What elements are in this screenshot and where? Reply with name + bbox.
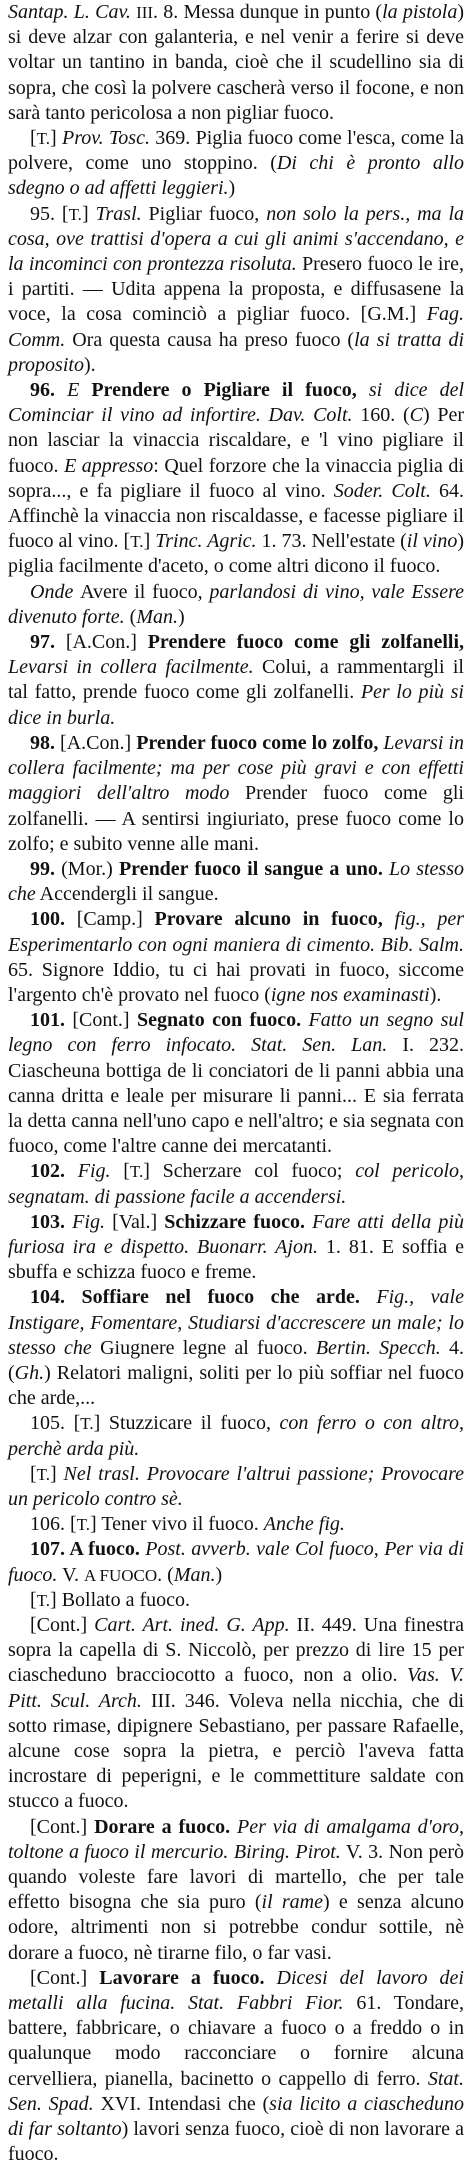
- entry-text-segment: Santap. L. Cav.: [8, 1, 137, 23]
- entry-text-segment: [A.Con.]: [65, 631, 148, 654]
- entry-text-segment: ] Bollato a fuoco.: [50, 1588, 191, 1611]
- entry-text-segment: [: [30, 1462, 37, 1485]
- entry-text-segment: 104.: [30, 1286, 82, 1309]
- entry-text-segment: 98.: [30, 731, 61, 754]
- entry-text-segment: 102.: [30, 1160, 78, 1183]
- entry-text-segment: ).: [83, 353, 96, 376]
- entry-text-segment: Ora questa causa ha preso fuoco (: [65, 328, 355, 351]
- entry-text-segment: T.: [36, 129, 51, 149]
- entry-text-segment: 106. [: [30, 1513, 77, 1536]
- entry-text-segment: ]: [50, 127, 63, 150]
- entry-text-segment: ] Stuzzicare il fuoco,: [93, 1412, 280, 1435]
- entry-text-segment: non solo la pers., ma la cosa, ove trattisi d'opera a cui gli animi s'accendano, e la incominci con prontezza risoluta.: [8, 202, 464, 276]
- entry-text-segment: . (: [157, 1563, 174, 1586]
- entry-paragraph: [8, 1613, 464, 1815]
- entry-paragraph: [8, 1966, 464, 2167]
- entry-text-segment: Nel trasl.: [63, 1462, 140, 1485]
- entry-text-segment: Lo stesso che: [8, 857, 464, 906]
- entry-text-segment: XVI. Intendasi che (: [93, 2092, 270, 2115]
- entry-paragraph: [8, 630, 464, 731]
- entry-paragraph: [8, 1462, 464, 1512]
- entry-text-segment: Prendere fuoco come gli zolfanelli,: [147, 631, 465, 654]
- entry-paragraph: [8, 1815, 464, 1966]
- entry-text-segment: Provare alcuno in fuoco,: [154, 908, 395, 931]
- entry-text-segment: Fig.: [77, 1160, 111, 1183]
- entry-text-segment: la si tratta di proposito: [8, 328, 465, 376]
- entry-text-segment: 100.: [30, 908, 77, 931]
- entry-text-segment: Gh.: [14, 1361, 45, 1384]
- entry-text-segment: [A.Con.]: [60, 731, 137, 754]
- entry-text-segment: Accendergli il sangue.: [35, 883, 219, 906]
- entry-text-segment: Avere il fuoco,: [80, 580, 210, 603]
- entry-text-segment: Levarsi in collera facilmente.: [8, 656, 254, 679]
- entry-text-segment: T.: [36, 1464, 51, 1484]
- entry-paragraph: [8, 1588, 464, 1613]
- entry-text-segment: Vas. V. Pitt. Scul. Arch.: [8, 1664, 464, 1712]
- entry-text-segment: Man.: [173, 1563, 216, 1586]
- entry-text-segment: Per lo più si dice in burla.: [8, 681, 464, 729]
- entry-text-segment: Schizzare fuoco.: [164, 1210, 313, 1233]
- entry-text-segment: ) e senza alcuno odore, altrimenti non si potrebbe condur sottile, nè dorare a fuoco, nè tirarne filo, o far vasi.: [8, 1891, 465, 1964]
- entry-text-segment: Giugnere legne al fuoco.: [91, 1336, 316, 1359]
- entry-text-segment: (: [124, 605, 137, 628]
- entry-paragraph: [8, 907, 464, 1008]
- entry-text-segment: Prender fuoco come gli zolfanelli. — A sentirsi ingiuriato, prese fuoco come lo zolfo; e subito venne alle mani.: [8, 782, 464, 855]
- entry-text-segment: Prov. Tosc.: [62, 127, 150, 150]
- entry-text-segment: [Camp.]: [76, 908, 155, 931]
- entry-text-segment: Post. avverb. vale Col fuoco, Per via di fuoco.: [8, 1538, 464, 1586]
- entry-text-segment: fig., per Esperimentarlo con ogni maniera di cimento. Bib. Salm.: [8, 908, 464, 956]
- entry-text-segment: [Cont.]: [30, 1966, 100, 1989]
- entry-text-segment: Per via di amalgama d'oro, toltone a fuoco il mercurio. Biring. Pirot.: [8, 1815, 464, 1863]
- entry-text-segment: T.: [68, 204, 82, 224]
- entry-text-segment: ]: [50, 1462, 64, 1485]
- entry-text-segment: ) lavori senza fuoco, cioè di non lavorare a fuoco.: [8, 2118, 464, 2166]
- entry-text-segment: T.: [130, 532, 144, 552]
- entry-text-segment: 96.: [30, 379, 68, 402]
- entry-text-segment: Trasl.: [95, 202, 142, 225]
- entry-text-segment: 65. Signore Iddio, tu ci hai provati in fuoco, siccome l'argento ch'è provato nel fuoco (: [8, 958, 464, 1006]
- entry-text-segment: C: [409, 404, 423, 427]
- entry-paragraph: [8, 1008, 464, 1159]
- entry-text-segment: [Cont.]: [30, 1614, 95, 1636]
- entry-text-segment: 1. 73. Nell'estate (: [256, 530, 407, 553]
- entry-text-segment: ): [228, 177, 236, 200]
- entry-text-segment: Pigliar fuoco,: [141, 202, 267, 225]
- entry-text-segment: Fare atti della più furiosa ira e dispetto. Buonarr. Ajon.: [8, 1210, 464, 1258]
- entry-text-segment: 103.: [30, 1210, 73, 1233]
- entry-text-segment: Segnato con fuoco.: [136, 1009, 309, 1032]
- entry-text-segment: [Cont.]: [30, 1815, 95, 1838]
- entry-text-segment: Prendere o Pigliare il fuoco,: [91, 379, 369, 402]
- entry-paragraph: [8, 378, 464, 580]
- entry-text-segment: ] Tener vivo il fuoco.: [90, 1513, 264, 1536]
- entry-text-segment: [: [30, 127, 37, 150]
- entry-text-segment: Trinc. Agric.: [155, 530, 257, 553]
- entry-text-segment: T.: [80, 1414, 94, 1434]
- entry-text-segment: Soder. Colt.: [333, 479, 431, 502]
- entry-text-segment: 99.: [30, 857, 62, 880]
- entry-text-segment: con ferro o con altro, perchè arda più.: [8, 1412, 465, 1460]
- entry-text-segment: si dice del Cominciar il vino ad infortire. Dav. Colt.: [8, 379, 465, 427]
- entry-paragraph: [8, 731, 464, 857]
- entry-text-segment: T.: [76, 1515, 91, 1535]
- entry-text-segment: [: [110, 1160, 130, 1183]
- entry-text-segment: ]: [81, 202, 96, 225]
- entry-text-segment: ]: [143, 530, 156, 553]
- entry-text-segment: Fig.: [72, 1210, 105, 1233]
- entry-text-segment: : Quel forzore che la vinaccia piglia di sopra..., e fa pigliare il fuoco al vino.: [8, 454, 464, 502]
- entry-text-segment: 64. Affinchè la vinaccia non riscaldasse, e facesse pigliare il fuoco al vino. [: [8, 479, 464, 553]
- entry-text-segment: ) Relatori maligni, soliti per lo più soffiar nel fuoco che arde,...: [8, 1361, 464, 1410]
- entry-text-segment: V. 3. Non però quando voleste fare lavori di martello, che per tale effetto bisogna che sia puro (: [8, 1840, 465, 1914]
- entry-text-segment: Dicesi del lavoro dei metalli alla fucina. Stat. Fabbri Fior.: [8, 1966, 464, 2015]
- entry-paragraph: [8, 1159, 464, 1209]
- entry-text-segment: 107.: [30, 1538, 70, 1561]
- entry-text-segment: 369. Piglia fuoco come l'esca, come la polvere, come uno stoppino. (: [8, 127, 464, 175]
- entry-text-segment: Di chi è pronto allo sdegno o ad affetti leggieri.: [8, 152, 464, 200]
- entry-text-segment: Fig., vale Instigare, Fomentare, Studiarsi d'accrescere un male; lo stesso che: [8, 1286, 464, 1359]
- entry-text-segment: Prender fuoco il sangue a uno.: [118, 857, 389, 880]
- entry-paragraph: [8, 1285, 464, 1411]
- entry-text-segment: Soffiare nel fuoco che arde.: [81, 1286, 377, 1309]
- entry-text-segment: A FUOCO: [83, 1565, 158, 1585]
- entry-text-segment: Stat. Sen. Spad.: [8, 2067, 464, 2115]
- entry-text-segment: 101.: [30, 1009, 73, 1032]
- entry-text-segment: sia licito a ciascheduno di far soltanto: [8, 2092, 464, 2141]
- entry-text-segment: il rame: [261, 1891, 324, 1914]
- entry-text-segment: I. 232. Ciascheuna bottiga de li conciatori de li panni abbia una canna dritta e leale per misurare li panni... E sia ferrata la detta canna nell'uno capo e nell'altro; e sia segnata con fuoco, come l'altre canne dei mercatanti.: [8, 1034, 464, 1158]
- entry-text-segment: Bertin. Specch.: [315, 1336, 441, 1359]
- entry-text-segment: (Mor.): [61, 857, 119, 880]
- entry-text-segment: ): [215, 1563, 223, 1586]
- entry-text-segment: [Val.]: [104, 1210, 165, 1233]
- entry-text-segment: ) piglia facilmente d'aceto, o come altri dicono il fuoco.: [8, 530, 464, 578]
- entry-text-segment: 61. Tondare, battere, fabbricare, o chiavare a fuoco o a freddo o in qualunque modo racconciare o fornire alcuna cervelliera, pianella, bacinetto o cappello di ferro.: [8, 1992, 464, 2090]
- entry-text-segment: 4. (: [8, 1336, 464, 1384]
- entry-text-segment: ).: [429, 983, 442, 1006]
- entry-text-segment: [Cont.]: [72, 1009, 137, 1032]
- entry-text-segment: 97.: [30, 631, 66, 654]
- entry-paragraph: [8, 202, 464, 378]
- entry-text-segment: 105. [: [30, 1412, 81, 1435]
- entry-paragraph: [8, 0, 464, 126]
- entry-text-segment: Fag. Comm.: [8, 303, 464, 351]
- entry-paragraph: [8, 1512, 464, 1537]
- entry-text-segment: Lavorare a fuoco.: [99, 1966, 277, 1989]
- entry-text-segment: ): [177, 605, 185, 628]
- entry-text-segment: Anche fig.: [263, 1513, 345, 1536]
- entry-text-segment: Colui, a rammentargli il tal fatto, prende fuoco come gli zolfanelli.: [8, 656, 464, 704]
- entry-paragraph: [8, 126, 464, 202]
- entry-text-segment: III. 346. Voleva nella nicchia, che di sotto rimase, dipignere Sebastiano, per passare Rafaelle, alcune cose sopra la pietra, e perciò l'aveva fatta incrostare di peperigni, e le commettiture saldate con stucco a fuoco.: [8, 1689, 465, 1813]
- entry-text-segment: ) si deve alzar con galanteria, e nel venir a ferire si deve voltar un tantino in banda, cioè che il scudellino sia di sopra, che così la polvere cascherà verso il focone, e non sarà tanto pericolosa a non pigliar fuoco.: [8, 1, 464, 124]
- entry-text-segment: ) Per non lasciar la vinaccia riscaldare, e 'l vino pigliare il fuoco.: [8, 404, 464, 477]
- entry-text-segment: Levarsi in collera facilmente; ma per cose più gravi e con effetti maggiori dell'altro modo: [8, 731, 464, 805]
- entry-text-segment: Man.: [136, 605, 178, 628]
- entry-text-segment: 95. [: [30, 202, 69, 225]
- entry-text-segment: Dorare a fuoco.: [94, 1815, 237, 1838]
- entry-text-segment: E appresso: [64, 454, 154, 477]
- entry-text-segment: il vino: [406, 530, 458, 553]
- entry-paragraph: [8, 1411, 464, 1461]
- entry-text-segment: Prender fuoco come lo zolfo,: [136, 731, 384, 754]
- entry-text-segment: Presero fuoco le ire, i partiti. — Udita appena la proposta, e diffusasene la voce, la cosa cominciò a pigliar fuoco. [G.M.]: [8, 253, 464, 326]
- entry-text-segment: 1. 81. E soffia e sbuffa e schizza fuoco e freme.: [8, 1235, 464, 1284]
- entry-paragraph: [8, 580, 464, 630]
- entry-text-segment: V.: [57, 1563, 84, 1586]
- entry-paragraph: [8, 1537, 464, 1587]
- entry-text-segment: [140, 1463, 147, 1485]
- entry-paragraph: [8, 857, 464, 907]
- entry-paragraph: [8, 1210, 464, 1286]
- entry-text-segment: E: [67, 379, 92, 402]
- entry-text-segment: II. 449. Una finestra sopra la capella di S. Niccolò, per prezzo di lire 15 per ciascheduno bracciocotto a fuoco, non a olio.: [8, 1614, 464, 1687]
- entry-text-segment: T.: [129, 1162, 144, 1182]
- entry-text-segment: III: [136, 3, 154, 22]
- entry-text-segment: A fuoco.: [69, 1538, 146, 1561]
- entry-text-segment: . 8. Messa dunque in punto (: [153, 1, 383, 23]
- entry-text-segment: ] Scherzare col fuoco;: [143, 1160, 356, 1183]
- entry-text-segment: T.: [36, 1590, 51, 1610]
- entry-text-segment: Fatto un segno sul legno con ferro infocato. Stat. Sen. Lan.: [8, 1009, 464, 1057]
- entry-text-segment: igne nos examinasti: [270, 983, 430, 1006]
- entry-text-segment: col pericolo, segnatam. di passione facile a accendersi.: [8, 1160, 465, 1208]
- entry-text-segment: 160. (: [352, 404, 410, 427]
- entry-text-segment: la pistola: [382, 1, 458, 23]
- entry-text-segment: Provocare l'altrui passione; Provocare un pericolo contro sè.: [8, 1462, 465, 1510]
- entry-text-segment: [: [30, 1588, 37, 1611]
- entry-text-segment: Onde: [30, 580, 81, 603]
- entry-text-segment: Cart. Art. ined. G. App.: [94, 1614, 290, 1636]
- entry-text-segment: parlandosi di vino, vale Essere divenuto forte.: [8, 580, 465, 628]
